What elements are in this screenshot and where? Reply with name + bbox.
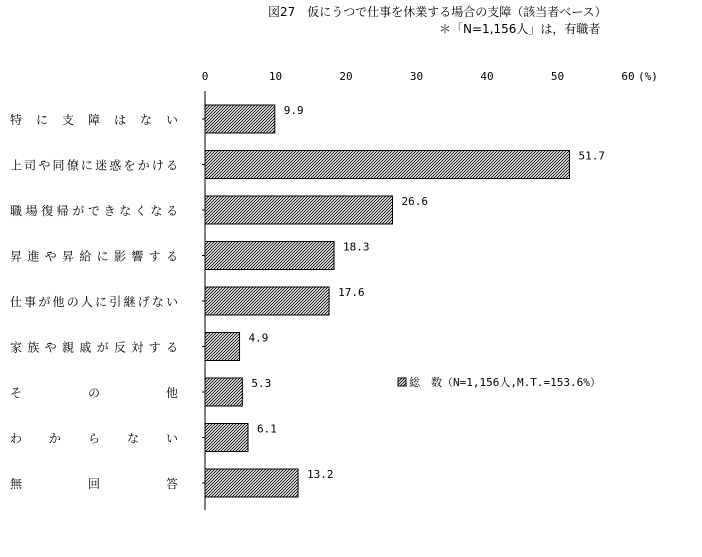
x-tick-label: 20 [339, 70, 353, 83]
category-label: その他 [10, 386, 178, 400]
bar [205, 424, 248, 452]
bar [205, 469, 298, 497]
bar [205, 242, 334, 270]
value-label: 5.3 [251, 377, 272, 390]
x-tick-label: 0 [201, 70, 209, 83]
category-label: 仕事が他の人に引継げない [10, 295, 178, 309]
category-label: 上司や同僚に迷惑をかける [10, 158, 178, 173]
category-label: 職場復帰ができなくなる [10, 204, 178, 218]
value-label: 4.9 [248, 331, 269, 345]
value-label: 6.1 [257, 422, 277, 436]
bar [205, 105, 275, 133]
bar [205, 151, 569, 179]
legend-swatch [398, 378, 406, 386]
value-label: 51.7 [578, 149, 605, 163]
category-label: 家族や親戚が反対する [10, 340, 178, 355]
x-tick-label: 30 [409, 70, 424, 83]
legend-label: 総 数（N=1,156人,M.T.=153.6%） [409, 376, 601, 389]
category-label: 無回答 [10, 477, 178, 491]
chart-title: 図27 仮にうつで仕事を休業する場合の支障（該当者ベース） [268, 5, 607, 19]
x-tick-label: 40 [480, 70, 494, 83]
value-label: 18.3 [343, 240, 370, 254]
x-tick-label: 50 [550, 70, 565, 83]
value-label: 9.9 [283, 104, 304, 117]
value-label: 26.6 [401, 195, 429, 208]
bar [205, 378, 242, 406]
bar [205, 333, 240, 361]
value-label: 17.6 [338, 286, 365, 299]
x-tick-label: 10 [268, 70, 283, 83]
category-label: 特に支障はない [10, 113, 178, 127]
bar [205, 196, 393, 224]
category-label: 昇進や昇給に影響する [10, 249, 178, 264]
x-tick-label: 60 [621, 70, 635, 83]
bar [205, 287, 329, 315]
value-label: 13.2 [307, 468, 334, 481]
chart-subtitle: ＊「N=1,156人」は，有職者 [439, 22, 601, 36]
x-axis-unit: (%) [638, 70, 658, 83]
category-label: わからない [10, 431, 178, 446]
